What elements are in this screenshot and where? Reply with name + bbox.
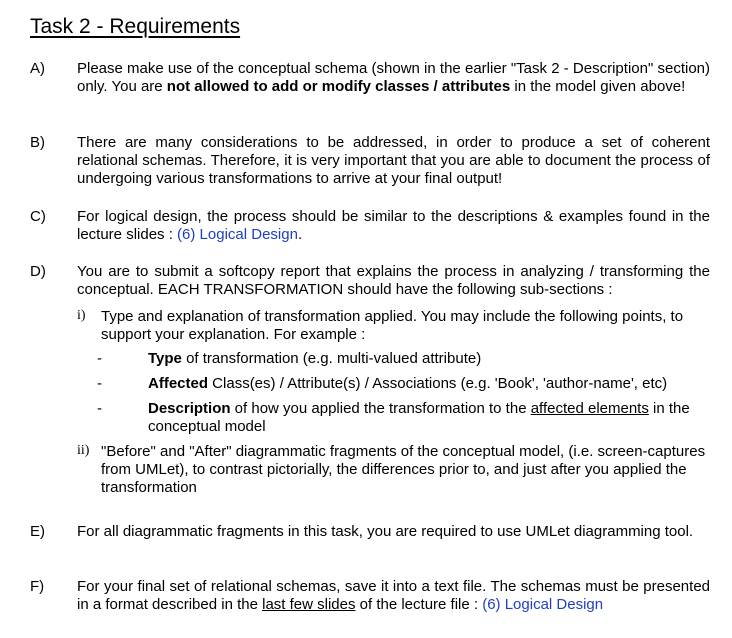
requirement-c-text: For logical design, the process should be similar to the descriptions & examples found in the lecture slides : (6) Logical Design.: [77, 208, 710, 243]
bullet-text: Affected Class(es) / Attribute(s) / Associations (e.g. 'Book', 'author-name', etc): [148, 375, 668, 392]
requirement-d-text: You are to submit a softcopy report that explains the process in analyzing / transforming the conceptual. EACH TRANSFORMATION should have the following sub-sections :: [77, 263, 710, 298]
requirement-b-text: There are many considerations to be addressed, in order to produce a set of coherent relational schemas. Therefore, it is very important that you are able to document the process of undergoing various transformations to arrive at your final output!: [77, 134, 710, 187]
requirement-e-text: For all diagrammatic fragments in this task, you are required to use UMLet diagramming tool.: [77, 523, 694, 540]
subsection-ii-text: "Before" and "After" diagrammatic fragments of the conceptual model, (i.e. screen-captures from UMLet), to contrast pictorially, the differences prior to, and just after you applied the transformation: [101, 443, 706, 496]
item-letter: A): [30, 60, 45, 77]
bullet-text: Description of how you applied the transformation to the affected elements in the conceptual model: [148, 400, 690, 435]
bullet-dash: -: [97, 400, 102, 417]
logical-design-link[interactable]: (6) Logical Design: [177, 226, 298, 243]
roman-numeral: ii): [77, 443, 90, 458]
bullet-dash: -: [97, 375, 102, 392]
item-letter: F): [30, 578, 45, 595]
item-letter: C): [30, 208, 46, 225]
item-letter: B): [30, 134, 45, 151]
subsection-i-text: Type and explanation of transformation applied. You may include the following points, to support your explanation. For example :: [101, 308, 684, 343]
requirement-f-text: For your final set of relational schemas, save it into a text file. The schemas must be presented in a format described in the last few slides of the lecture file : (6) Logical Design: [77, 578, 710, 613]
item-letter: D): [30, 263, 46, 280]
item-letter: E): [30, 523, 45, 540]
bold-text: not allowed to add or modify classes / attributes: [166, 78, 511, 95]
roman-numeral: i): [77, 308, 86, 323]
bullet-dash: -: [97, 350, 102, 367]
bullet-text: Type of transformation (e.g. multi-valued attribute): [148, 350, 482, 367]
logical-design-link[interactable]: (6) Logical Design: [482, 596, 604, 613]
page-title: Task 2 - Requirements: [30, 15, 241, 38]
underlined-text: affected elements: [530, 400, 649, 417]
underlined-text: last few slides: [262, 596, 356, 613]
requirement-a-text: Please make use of the conceptual schema (shown in the earlier "Task 2 - Description" section) only. You are not allowed to add or modify classes / attributes in the model given above!: [77, 60, 710, 95]
